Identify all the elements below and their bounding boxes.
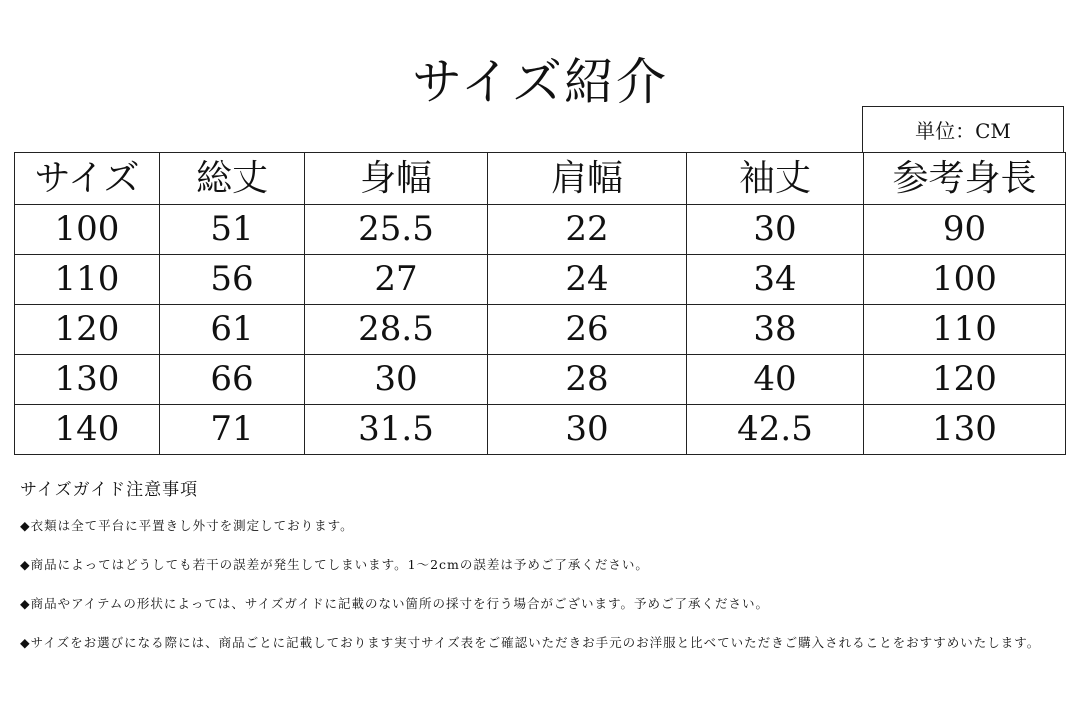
table-cell: 140	[15, 405, 160, 455]
notes-title: サイズガイド注意事項	[20, 480, 199, 500]
table-row	[15, 205, 1066, 255]
size-guide-notes	[20, 478, 1060, 672]
note-item: ◆衣類は全て平台に平置きし外寸を測定しております。	[20, 518, 354, 533]
table-cell: 26	[488, 305, 687, 355]
header-chest-width: 身幅	[305, 153, 488, 205]
table-cell: 40	[687, 355, 864, 405]
table-cell: 120	[15, 305, 160, 355]
table-cell: 110	[15, 255, 160, 305]
header-shoulder-width: 肩幅	[488, 153, 687, 205]
table-cell: 110	[864, 305, 1066, 355]
table-cell: 25.5	[305, 205, 488, 255]
note-item: ◆商品やアイテムの形状によっては、サイズガイドに記載のない箇所の採寸を行う場合がございます。予めご了承ください。	[20, 596, 769, 611]
table-cell: 27	[305, 255, 488, 305]
table-cell: 120	[864, 355, 1066, 405]
table-cell: 24	[488, 255, 687, 305]
table-row	[15, 305, 1066, 355]
table-cell: 30	[687, 205, 864, 255]
table-header-row	[15, 153, 1066, 205]
table-row	[15, 355, 1066, 405]
header-length: 総丈	[160, 153, 305, 205]
header-reference-height: 参考身長	[864, 153, 1066, 205]
unit-label: 単位：CM	[862, 106, 1064, 152]
table-cell: 61	[160, 305, 305, 355]
table-cell: 42.5	[687, 405, 864, 455]
table-cell: 56	[160, 255, 305, 305]
header-size: サイズ	[15, 153, 160, 205]
table-cell: 34	[687, 255, 864, 305]
note-item: ◆サイズをお選びになる際には、商品ごとに記載しております実寸サイズ表をご確認いただきお手元のお洋服と比べていただきご購入されることをおすすめいたします。	[20, 635, 1041, 650]
table-cell: 22	[488, 205, 687, 255]
table-cell: 38	[687, 305, 864, 355]
table-row	[15, 405, 1066, 455]
table-cell: 28	[488, 355, 687, 405]
table-cell: 100	[864, 255, 1066, 305]
table-cell: 51	[160, 205, 305, 255]
table-cell: 90	[864, 205, 1066, 255]
table-row	[15, 255, 1066, 305]
table-cell: 31.5	[305, 405, 488, 455]
table-cell: 30	[305, 355, 488, 405]
page-title: サイズ紹介	[412, 53, 668, 111]
table-cell: 30	[488, 405, 687, 455]
table-cell: 66	[160, 355, 305, 405]
table-cell: 100	[15, 205, 160, 255]
table-cell: 28.5	[305, 305, 488, 355]
table-cell: 71	[160, 405, 305, 455]
note-item: ◆商品によってはどうしても若干の誤差が発生してしまいます。1～2cmの誤差は予めご了承ください。	[20, 557, 649, 572]
size-table	[14, 152, 1066, 455]
table-cell: 130	[15, 355, 160, 405]
table-cell: 130	[864, 405, 1066, 455]
header-sleeve-length: 袖丈	[687, 153, 864, 205]
